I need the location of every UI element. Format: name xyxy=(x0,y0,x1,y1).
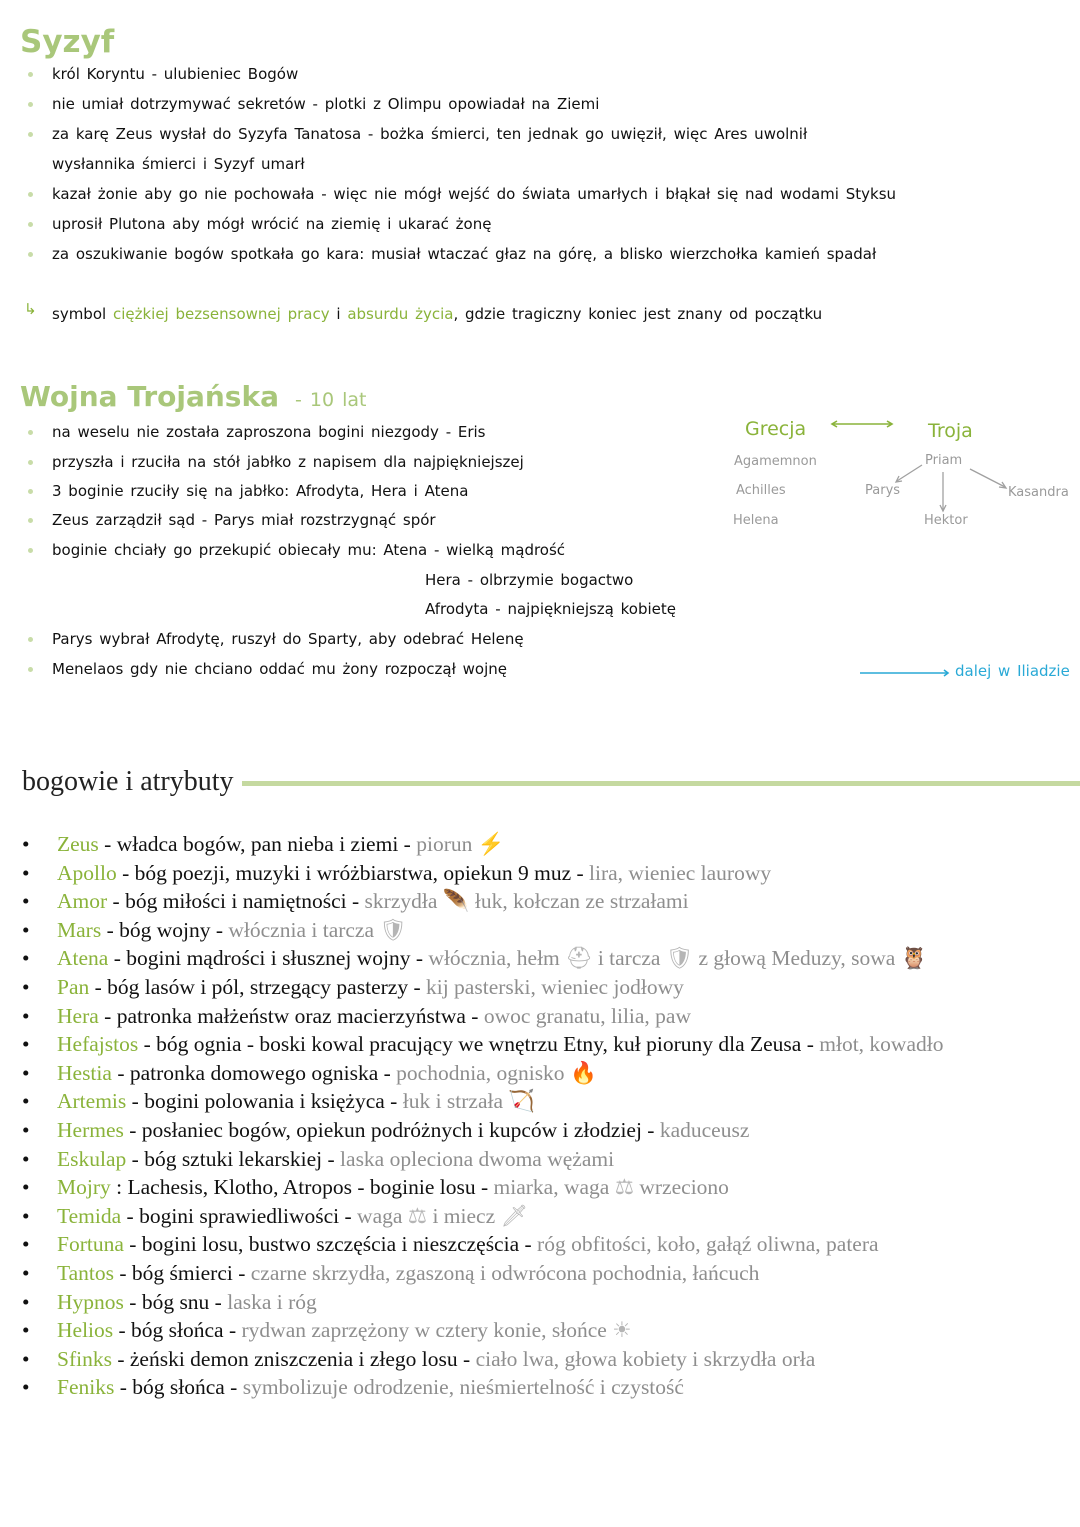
section-divider xyxy=(242,781,1080,786)
list-item: przyszła i rzuciła na stół jabłko z napisem dla najpiękniejszej xyxy=(52,453,524,471)
god-name: Hypnos xyxy=(57,1289,124,1314)
god-attributes: laska i róg xyxy=(227,1289,317,1314)
bullet: • xyxy=(22,1203,30,1228)
list-item: Menelaos gdy nie chciano oddać mu żony rozpoczął wojnę xyxy=(52,660,507,678)
blue-arrow-icon xyxy=(860,670,948,676)
god-name: Atena xyxy=(57,946,109,971)
attribute-icon: ⚖ xyxy=(407,1203,428,1228)
god-attributes: rydwan zaprzężony w cztery konie, słońce xyxy=(241,1318,613,1343)
god-description: - patronka domowego ogniska - xyxy=(111,1060,397,1085)
double-arrow-icon xyxy=(832,421,892,427)
god-attributes: lira, wieniec laurowy xyxy=(589,860,772,885)
god-name: Fortuna xyxy=(57,1232,124,1257)
god-name: Zeus xyxy=(57,832,99,856)
god-name: Hestia xyxy=(57,1060,112,1085)
god-entry xyxy=(57,832,505,857)
god-entry xyxy=(57,1118,749,1143)
bullet: • xyxy=(22,1289,30,1314)
god-entry xyxy=(57,1175,729,1200)
bullet: • xyxy=(22,1117,30,1142)
god-description: - bóg sztuki lekarskiej - xyxy=(126,1146,341,1171)
tree-arrows xyxy=(896,465,1006,511)
troy-child: Hektor xyxy=(924,513,968,528)
god-name: Feniks xyxy=(57,1375,115,1400)
god-name: Temida xyxy=(57,1203,122,1228)
god-description: - bóg ognia - boski kowal pracujący we wnętrzu Etny, kuł pioruny dla Zeusa - xyxy=(138,1032,820,1057)
god-description: - bóg poezji, muzyki i wróżbiarstwa, opiekun 9 muz - xyxy=(116,860,590,885)
attribute-icon: 🔥 xyxy=(569,1060,597,1085)
god-description: - bóg słońca - xyxy=(113,1318,242,1343)
list-item: za karę Zeus wysłał do Syzyfa Tanatosa - bożka śmierci, ten jednak go uwięził, więc Ares uwolnił xyxy=(52,125,808,143)
god-description: - żeński demon zniszczenia i złego losu - xyxy=(111,1346,476,1371)
bullet: • xyxy=(22,974,30,999)
list-item: 3 boginie rzuciły się na jabłko: Afrodyta, Hera i Atena xyxy=(52,482,469,500)
greek-name: Achilles xyxy=(736,483,786,498)
god-entry xyxy=(57,889,689,914)
conclusion-text: symbol xyxy=(52,305,107,323)
list-item: Hera - olbrzymie bogactwo xyxy=(425,571,634,589)
list-item: nie umiał dotrzymywać sekretów - plotki z Olimpu opowiadał na Ziemi xyxy=(52,95,600,113)
list-item: Afrodyta - najpiękniejszą kobietę xyxy=(425,600,676,618)
gods-section-title: bogowie i atrybuty xyxy=(22,766,234,797)
god-attributes: i tarcza xyxy=(592,946,666,971)
god-name: Artemis xyxy=(57,1089,127,1114)
god-name: Tantos xyxy=(57,1260,115,1285)
attribute-icon: 🪶 xyxy=(442,889,470,914)
continue-in-iliad-note: dalej w Iliadzie xyxy=(955,662,1070,680)
attribute-icon: ⚖ xyxy=(614,1175,634,1200)
god-name: Hera xyxy=(57,1003,99,1028)
god-name: Mars xyxy=(57,917,102,942)
god-attributes: skrzydła xyxy=(364,889,443,914)
god-attributes: kij pasterski, wieniec jodłowy xyxy=(425,974,684,999)
god-entry xyxy=(57,1061,597,1086)
god-attributes: włócznia i tarcza xyxy=(228,917,380,942)
god-entry xyxy=(57,1261,759,1286)
god-description: - posłaniec bogów, opiekun podróżnych i kupców i złodziej - xyxy=(123,1117,660,1142)
god-description: : Lachesis, Klotho, Atropos - boginie losu - xyxy=(110,1175,494,1200)
bullet: • xyxy=(22,889,30,914)
god-name: Mojry xyxy=(57,1175,111,1200)
greece-heading: Grecja xyxy=(745,418,807,440)
gods-section-header xyxy=(22,766,1080,798)
god-attributes: kaduceusz xyxy=(659,1117,750,1142)
list-item: uprosił Plutona aby mógł wrócić na ziemię i ukarać żonę xyxy=(52,215,492,233)
list-item: Parys wybrał Afrodytę, ruszył do Sparty, aby odebrać Helenę xyxy=(52,630,524,648)
god-attributes: pochodnia, ognisko xyxy=(396,1060,570,1085)
god-name: Amor xyxy=(57,889,108,914)
bullet: • xyxy=(22,1089,30,1114)
god-entry xyxy=(57,1347,815,1372)
god-description: - bóg miłości i namiętności - xyxy=(107,889,365,914)
god-attributes: róg obfitości, koło, gałąź oliwna, patera xyxy=(537,1232,879,1257)
god-attributes: łuk, kołczan ze strzałami xyxy=(469,889,689,914)
list-item: na weselu nie została zaproszona bogini niezgody - Eris xyxy=(52,423,486,441)
god-attributes: miarka, waga xyxy=(493,1175,615,1200)
troy-child: Kasandra xyxy=(1008,485,1069,500)
god-description: - patronka małżeństw oraz macierzyństwa - xyxy=(98,1003,484,1028)
arrow-icon: ↳ xyxy=(24,300,37,318)
bullet: • xyxy=(22,1375,30,1400)
bullet: • xyxy=(22,1060,30,1085)
god-name: Apollo xyxy=(57,860,117,885)
god-attributes: i miecz xyxy=(427,1203,501,1228)
list-item: za oszukiwanie bogów spotkała go kara: musiał wtaczać głaz na górę, a blisko wierzchołka kamień spadał xyxy=(52,245,877,263)
bullet: • xyxy=(22,1175,30,1200)
god-entry xyxy=(57,1147,614,1172)
bullet: • xyxy=(22,946,30,971)
god-entry xyxy=(57,1290,317,1315)
god-attributes: wrzeciono xyxy=(634,1175,729,1200)
troy-child: Parys xyxy=(865,483,901,498)
god-description: - bóg lasów i pól, strzegący pasterzy - xyxy=(89,974,426,999)
highlight: ciężkiej bezsensownej pracy xyxy=(112,305,330,323)
bullet: • xyxy=(22,860,30,885)
bullet: • xyxy=(22,1146,30,1171)
bullet: • xyxy=(22,832,30,856)
troy-heading: Troja xyxy=(928,420,973,442)
bullet: • xyxy=(22,1318,30,1343)
god-entry xyxy=(57,918,407,943)
highlight: absurdu życia xyxy=(347,305,454,323)
god-description: - bogini sprawiedliwości - xyxy=(121,1203,358,1228)
bullet: • xyxy=(22,1260,30,1285)
bullet: • xyxy=(22,1032,30,1057)
attribute-icon: 🗡 xyxy=(500,1203,528,1228)
god-description: - władca bogów, pan nieba i ziemi - xyxy=(98,832,417,856)
god-description: - bogini polowania i księżyca - xyxy=(126,1089,403,1114)
god-name: Hefajstos xyxy=(57,1032,139,1057)
god-description: - bogini mądrości i słusznej wojny - xyxy=(108,946,429,971)
wojna-title: Wojna Trojańska xyxy=(20,380,279,413)
god-description: - bóg słońca - xyxy=(114,1375,243,1400)
attribute-icon: 🛡 xyxy=(665,946,694,971)
god-entry xyxy=(57,1375,684,1400)
list-item: Zeus zarządził sąd - Parys miał rozstrzygnąć spór xyxy=(52,511,436,529)
god-entry xyxy=(57,975,684,1000)
list-item: kazał żonie aby go nie pochowała - więc nie mógł wejść do świata umarłych i błąkał się nad wodami Styksu xyxy=(52,185,897,203)
god-description: - bóg wojny - xyxy=(101,917,229,942)
god-entry xyxy=(57,861,771,886)
list-item: wysłannika śmierci i Syzyf umarł xyxy=(52,155,305,173)
bullet: • xyxy=(22,1003,30,1028)
wojna-duration: - 10 lat xyxy=(294,389,367,411)
god-name: Eskulap xyxy=(57,1146,127,1171)
greek-name: Agamemnon xyxy=(734,454,817,469)
diagram-arrows xyxy=(0,0,1080,700)
god-attributes: z głową Meduzy, sowa xyxy=(693,946,901,971)
god-attributes: czarne skrzydła, zgaszoną i odwrócona pochodnia, łańcuch xyxy=(250,1260,760,1285)
god-description: - bóg śmierci - xyxy=(114,1260,251,1285)
god-attributes: owoc granatu, lilia, paw xyxy=(483,1003,691,1028)
god-entry xyxy=(57,1318,632,1343)
god-attributes: laska opleciona dwoma wężami xyxy=(340,1146,615,1171)
attribute-icon: 🏹 xyxy=(508,1089,536,1114)
conclusion-text: i xyxy=(336,305,341,323)
attribute-icon: ☀ xyxy=(612,1318,632,1343)
god-entry xyxy=(57,1204,528,1229)
god-entry xyxy=(57,1032,943,1057)
god-attributes: włócznia, hełm xyxy=(428,946,566,971)
list-item: król Koryntu - ulubieniec Bogów xyxy=(52,65,299,83)
troy-root: Priam xyxy=(925,453,963,468)
god-name: Helios xyxy=(57,1318,114,1343)
god-entry xyxy=(57,1089,535,1114)
god-description: - bóg snu - xyxy=(123,1289,228,1314)
god-entry xyxy=(57,1232,879,1257)
god-description: - bogini losu, bustwo szczęścia i nieszczęścia - xyxy=(123,1232,538,1257)
greek-name: Helena xyxy=(733,513,779,528)
god-name: Pan xyxy=(57,974,90,999)
bullet: • xyxy=(22,917,30,942)
attribute-icon: 🛡 xyxy=(379,917,407,942)
god-attributes: symbolizuje odrodzenie, nieśmiertelność i czystość xyxy=(242,1375,684,1400)
god-attributes: piorun xyxy=(416,832,478,856)
god-entry xyxy=(57,946,928,971)
attribute-icon: ⛑ xyxy=(565,946,593,971)
god-attributes: waga xyxy=(357,1203,408,1228)
god-name: Sfinks xyxy=(57,1346,112,1371)
bullet: • xyxy=(22,1232,30,1257)
bullet: • xyxy=(22,1346,30,1371)
god-attributes: ciało lwa, głowa kobiety i skrzydła orła xyxy=(475,1346,816,1371)
god-attributes: młot, kowadło xyxy=(819,1032,944,1057)
list-item: boginie chciały go przekupić obiecały mu: Atena - wielką mądrość xyxy=(52,541,566,559)
attribute-icon: 🦉 xyxy=(900,946,928,971)
god-attributes: łuk i strzała xyxy=(402,1089,509,1114)
god-entry xyxy=(57,1004,691,1029)
god-name: Hermes xyxy=(57,1117,124,1142)
attribute-icon: ⚡ xyxy=(477,832,505,856)
conclusion-text: , gdzie tragiczny koniec jest znany od początku xyxy=(453,305,823,323)
syzyf-title: Syzyf xyxy=(20,24,115,60)
